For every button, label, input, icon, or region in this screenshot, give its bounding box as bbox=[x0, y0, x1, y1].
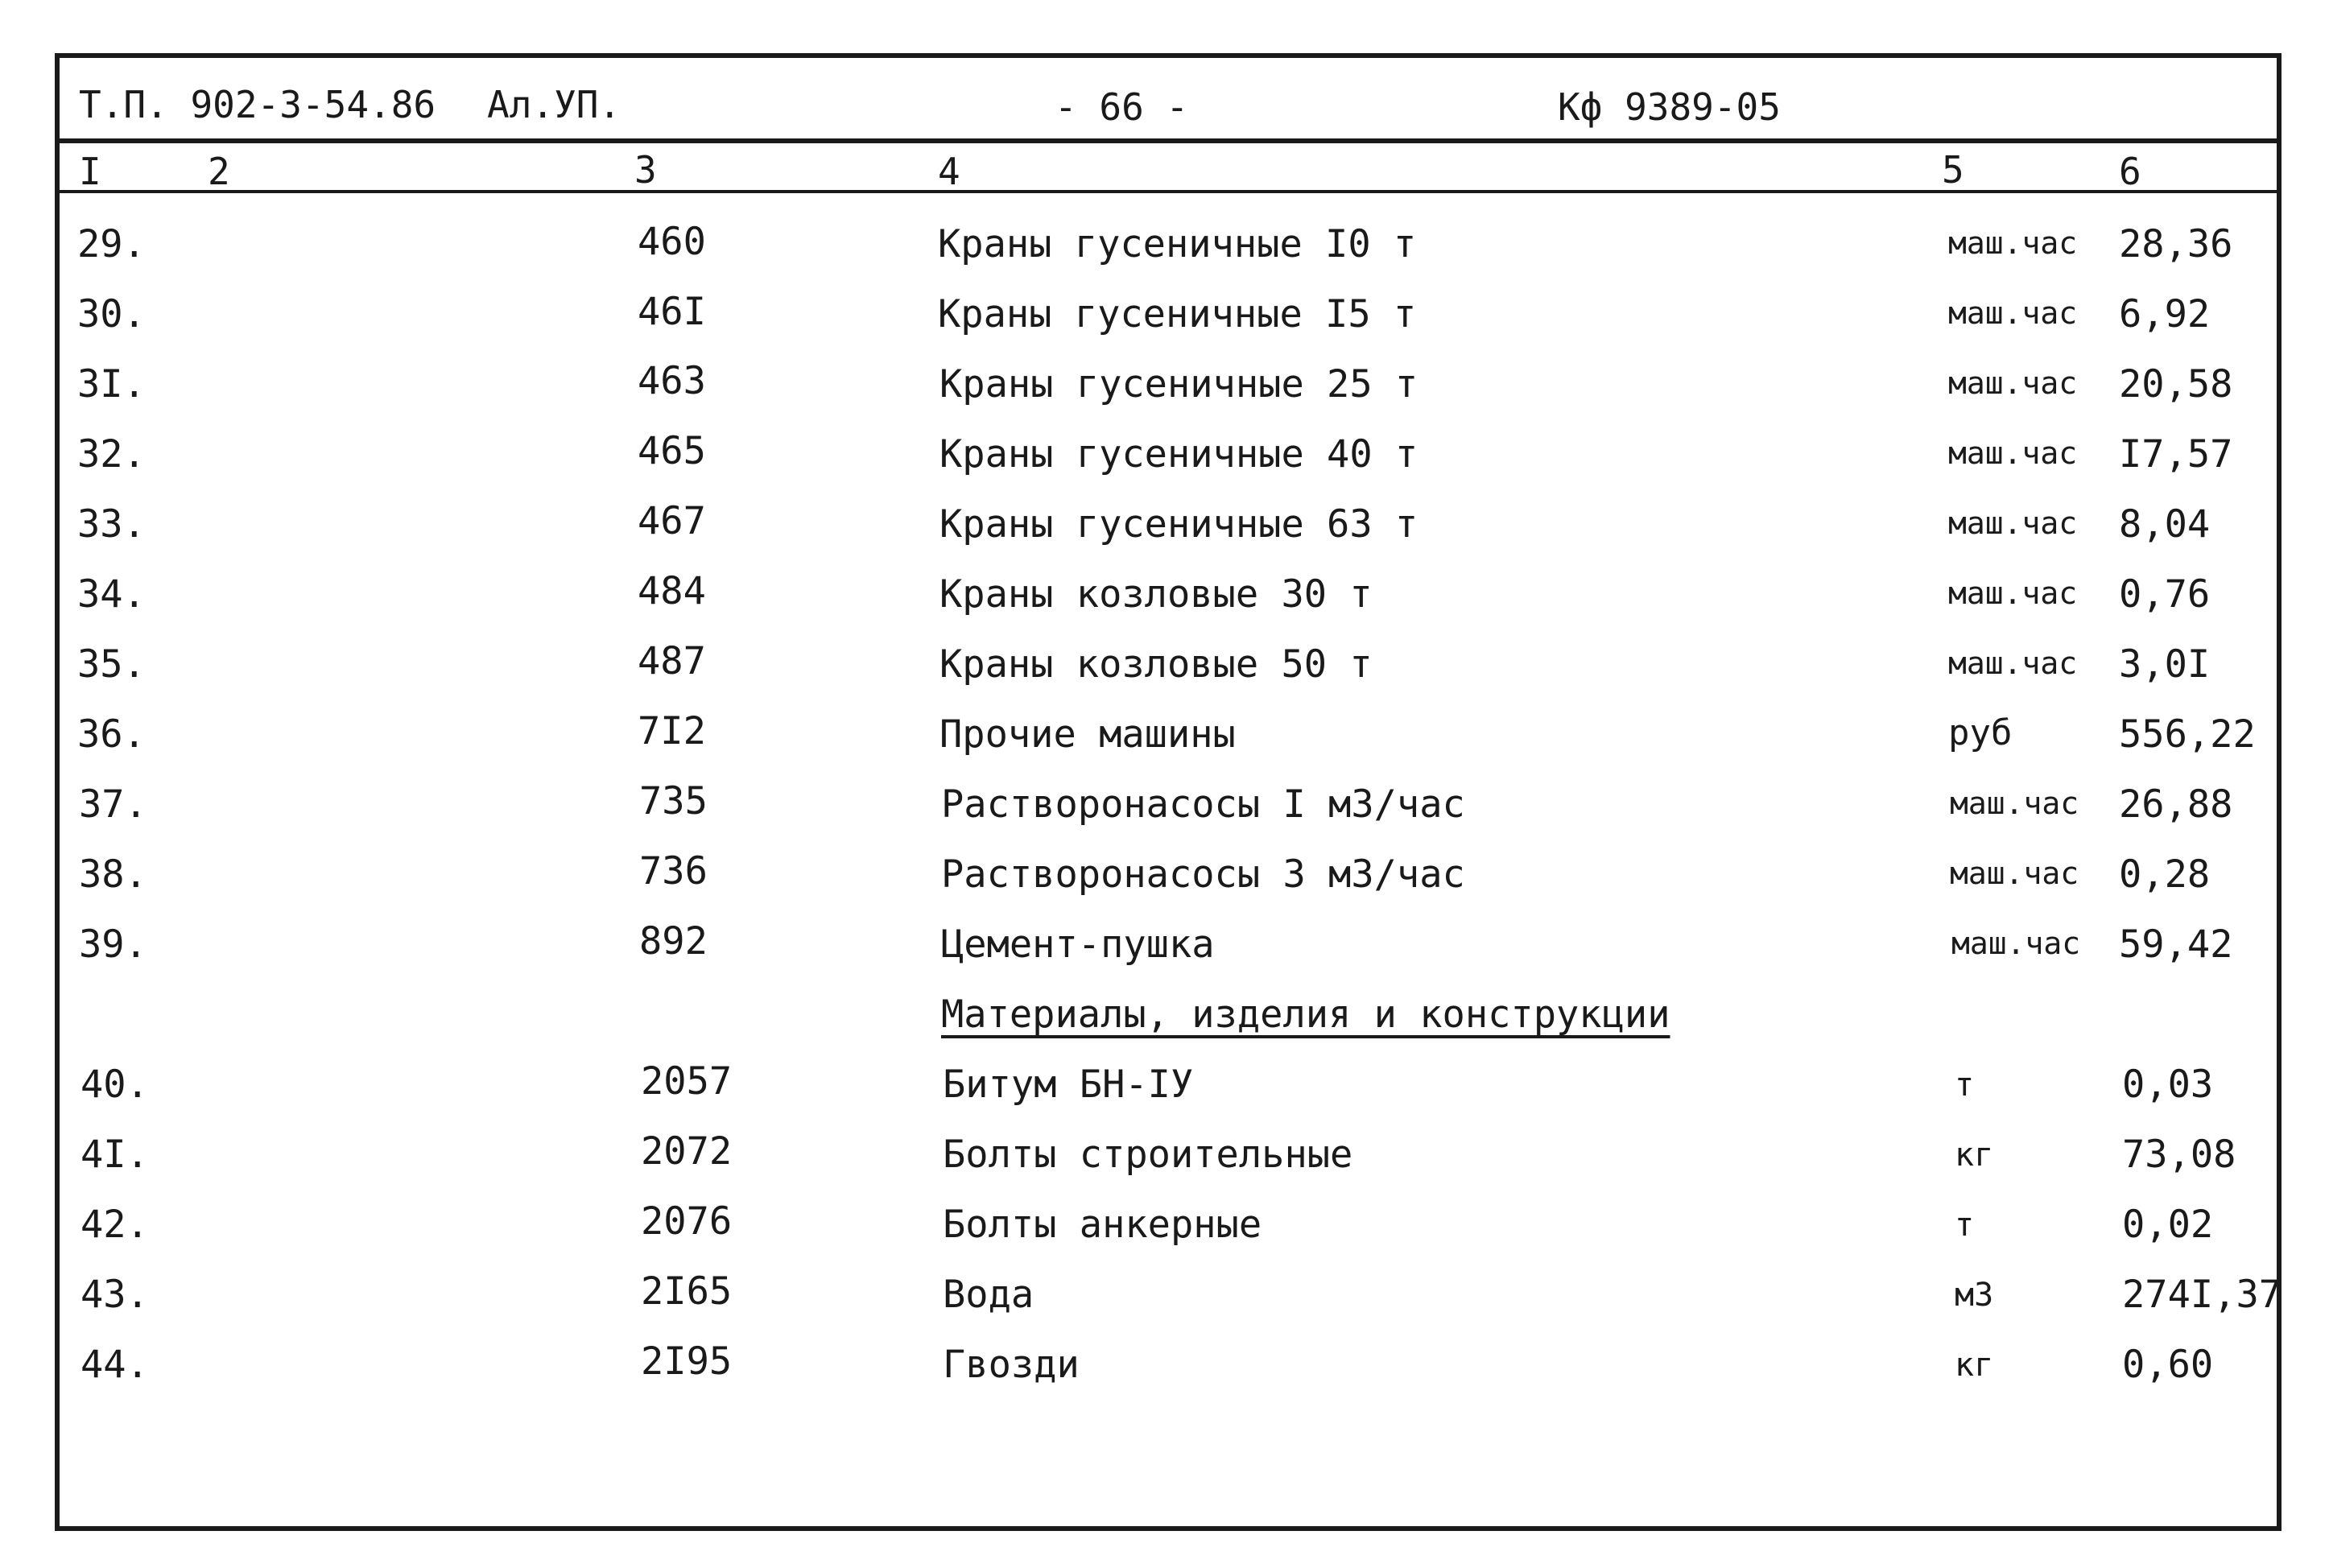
column-header-1: I bbox=[79, 150, 101, 193]
row-value: 0,03 bbox=[2122, 1063, 2214, 1107]
row-name: Болты анкерные bbox=[943, 1203, 1262, 1247]
row-number: 44. bbox=[81, 1343, 149, 1387]
row-value: 8,04 bbox=[2119, 502, 2211, 547]
row-name: Цемент-пушка bbox=[941, 922, 1215, 967]
row-code: 460 bbox=[638, 220, 706, 264]
row-name: Краны гусеничные 40 т bbox=[939, 432, 1418, 477]
row-unit: м3 bbox=[1955, 1277, 1994, 1314]
row-value: 3,0I bbox=[2119, 642, 2211, 687]
row-number: 42. bbox=[81, 1203, 149, 1247]
row-name: Вода bbox=[943, 1273, 1034, 1317]
document-code: Кф 9389-05 bbox=[1558, 85, 1781, 129]
row-value: I7,57 bbox=[2119, 432, 2233, 477]
row-name: Растворонасосы 3 м3/час bbox=[941, 852, 1465, 897]
row-unit: т bbox=[1955, 1067, 1975, 1104]
row-number: 30. bbox=[77, 292, 146, 336]
row-code: 7I2 bbox=[638, 709, 706, 753]
row-unit: маш.час bbox=[1951, 926, 2081, 961]
page-number: - 66 - bbox=[1055, 85, 1189, 129]
row-number: 33. bbox=[77, 502, 146, 547]
row-number: 39. bbox=[79, 922, 147, 967]
row-unit: маш.час bbox=[1948, 435, 2078, 471]
row-code: 465 bbox=[638, 429, 706, 473]
row-value: 0,02 bbox=[2122, 1203, 2214, 1247]
row-number: 4I. bbox=[81, 1133, 149, 1177]
row-name: Краны гусеничные 63 т bbox=[939, 502, 1418, 547]
row-name: Прочие машины bbox=[939, 712, 1236, 757]
row-value: 6,92 bbox=[2119, 292, 2211, 336]
row-value: 274I,37 bbox=[2122, 1273, 2282, 1317]
row-unit: кг bbox=[1955, 1137, 1994, 1174]
row-name: Краны гусеничные I0 т bbox=[938, 222, 1417, 266]
row-unit: маш.час bbox=[1948, 365, 2078, 401]
project-number: Т.П. 902-3-54.86 bbox=[79, 83, 436, 126]
row-unit: руб bbox=[1948, 712, 2013, 753]
row-code: 487 bbox=[638, 639, 706, 683]
row-value: 556,22 bbox=[2119, 712, 2256, 757]
section-title: Материалы, изделия и конструкции bbox=[941, 992, 1670, 1037]
column-header-3: 3 bbox=[634, 148, 657, 192]
row-number: 34. bbox=[77, 572, 146, 617]
row-code: 2072 bbox=[641, 1129, 733, 1174]
row-unit: кг bbox=[1955, 1347, 1994, 1384]
row-code: 2I95 bbox=[641, 1339, 733, 1384]
row-unit: маш.час bbox=[1948, 295, 2078, 331]
row-value: 59,42 bbox=[2119, 922, 2233, 967]
row-code: 2I65 bbox=[641, 1269, 733, 1314]
row-value: 73,08 bbox=[2122, 1133, 2236, 1177]
row-number: 40. bbox=[81, 1063, 149, 1107]
row-name: Краны козловые 30 т bbox=[939, 572, 1373, 617]
row-number: 3I. bbox=[77, 362, 146, 406]
row-value: 28,36 bbox=[2119, 222, 2233, 266]
row-unit: маш.час bbox=[1948, 505, 2078, 541]
row-code: 484 bbox=[638, 569, 706, 613]
row-code: 892 bbox=[639, 919, 708, 963]
row-number: 38. bbox=[79, 852, 147, 897]
column-header-2: 2 bbox=[208, 150, 230, 193]
row-number: 32. bbox=[77, 432, 146, 477]
row-unit: маш.час bbox=[1948, 646, 2078, 681]
row-code: 46I bbox=[638, 290, 706, 334]
row-code: 2076 bbox=[641, 1199, 733, 1244]
row-number: 37. bbox=[79, 782, 147, 827]
row-value: 0,60 bbox=[2122, 1343, 2214, 1387]
row-name: Растворонасосы I м3/час bbox=[941, 782, 1465, 827]
row-code: 467 bbox=[638, 499, 706, 543]
row-unit: т bbox=[1955, 1207, 1975, 1244]
row-unit: маш.час bbox=[1948, 576, 2078, 611]
column-header-4: 4 bbox=[938, 150, 960, 193]
row-value: 0,76 bbox=[2119, 572, 2211, 617]
column-header-6: 6 bbox=[2119, 150, 2141, 193]
row-unit: маш.час bbox=[1950, 856, 2079, 891]
row-code: 463 bbox=[638, 359, 706, 403]
row-number: 36. bbox=[77, 712, 146, 757]
header-divider bbox=[55, 138, 2282, 143]
row-code: 2057 bbox=[641, 1059, 733, 1104]
row-code: 735 bbox=[639, 779, 708, 823]
row-unit: маш.час bbox=[1950, 786, 2079, 821]
row-name: Краны гусеничные I5 т bbox=[938, 292, 1417, 336]
row-name: Битум БН-IУ bbox=[943, 1063, 1194, 1107]
row-number: 29. bbox=[77, 222, 146, 266]
album-number: Ал.УП. bbox=[487, 83, 621, 126]
row-number: 35. bbox=[77, 642, 146, 687]
row-value: 26,88 bbox=[2119, 782, 2233, 827]
row-value: 0,28 bbox=[2119, 852, 2211, 897]
row-name: Краны козловые 50 т bbox=[939, 642, 1373, 687]
row-number: 43. bbox=[81, 1273, 149, 1317]
column-header-5: 5 bbox=[1942, 148, 1964, 192]
row-value: 20,58 bbox=[2119, 362, 2233, 406]
row-unit: маш.час bbox=[1948, 225, 2078, 261]
row-name: Краны гусеничные 25 т bbox=[939, 362, 1418, 406]
row-code: 736 bbox=[639, 849, 708, 893]
row-name: Болты строительные bbox=[943, 1133, 1353, 1177]
row-name: Гвозди bbox=[943, 1343, 1080, 1387]
